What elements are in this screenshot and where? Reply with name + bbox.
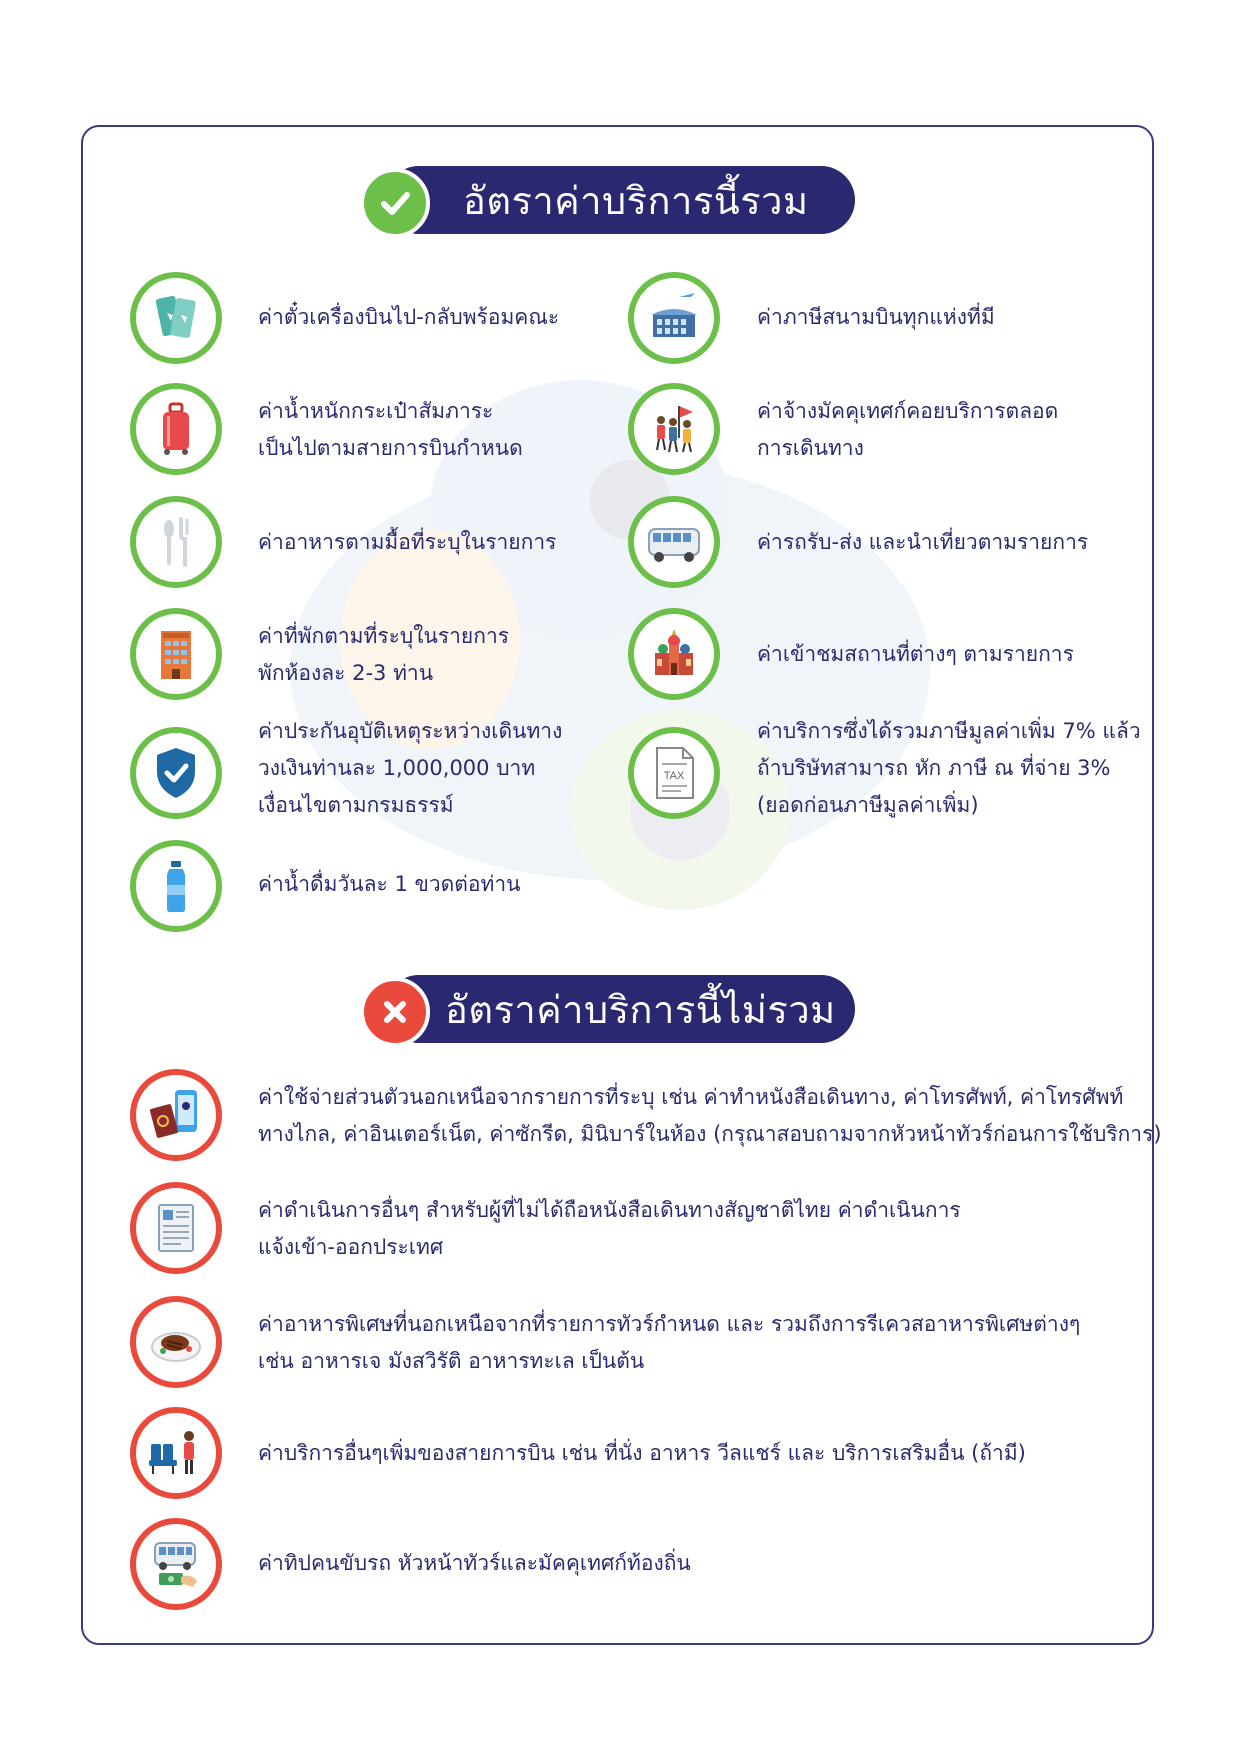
- guide-group-icon: [628, 383, 720, 475]
- included-item-hotel: ค่าที่พักตามที่ระบุในรายการ พักห้องละ 2-3 ท่าน: [258, 624, 510, 685]
- airline-seat-icon: [130, 1407, 222, 1499]
- document-form-icon: [130, 1182, 222, 1274]
- landmark-icon: [628, 608, 720, 700]
- excluded-title-banner: [385, 975, 855, 1043]
- insurance-shield-icon: [130, 727, 222, 819]
- excluded-item-airline-extras: ค่าบริการอื่นๆเพิ่มของสายการบิน เช่น ที่นั่ง อาหาร วีลแชร์ และ บริการเสริมอื่น (ถ้ามี): [258, 1441, 1026, 1465]
- excluded-item-personal: ค่าใช้จ่ายส่วนตัวนอกเหนือจากรายการที่ระบุ เช่น ค่าทำหนังสือเดินทาง, ค่าโทรศัพท์, ค่าโทรศัพท์ ทางไกล, ค่าอินเตอร์เน็ต, ค่าซักรีด, มินิบาร์ในห้อง (กรุณาสอบถามจากหัวหน้าทัวร์ก่อนการใช้บริการ): [258, 1085, 1162, 1146]
- water-bottle-icon: [130, 840, 222, 932]
- bus-icon: [628, 496, 720, 588]
- included-item-ticket: ค่าตั๋วเครื่องบินไป-กลับพร้อมคณะ: [258, 305, 560, 329]
- ticket-icon: [130, 272, 222, 364]
- passport-phone-icon: [130, 1069, 222, 1161]
- included-item-insurance: ค่าประกันอุบัติเหตุระหว่างเดินทาง วงเงินท่านละ 1,000,000 บาท เงื่อนไขตามกรมธรรม์: [258, 719, 563, 817]
- tip-bus-icon: [130, 1518, 222, 1610]
- tax-document-icon: [628, 727, 720, 819]
- excluded-item-foreign-passport: ค่าดำเนินการอื่นๆ สำหรับผู้ที่ไม่ได้ถือหนังสือเดินทางสัญชาติไทย ค่าดำเนินการ แจ้งเข้า-ออกประเทศ: [258, 1198, 961, 1259]
- excluded-item-tips: ค่าทิปคนขับรถ หัวหน้าทัวร์และมัคคุเทศก์ท้องถิ่น: [258, 1551, 691, 1575]
- included-item-water: ค่าน้ำดื่มวันละ 1 ขวดต่อท่าน: [258, 872, 521, 896]
- included-item-luggage: ค่าน้ำหนักกระเป๋าสัมภาระ เป็นไปตามสายการบินกำหนด: [258, 399, 523, 460]
- included-item-vat: ค่าบริการซึ่งได้รวมภาษีมูลค่าเพิ่ม 7% แล้ว ถ้าบริษัทสามารถ หัก ภาษี ณ ที่จ่าย 3% (ยอดก่อนภาษีมูลค่าเพิ่ม): [757, 719, 1141, 817]
- included-item-meals: ค่าอาหารตามมื้อที่ระบุในรายการ: [258, 530, 557, 554]
- cutlery-icon: [130, 496, 222, 588]
- included-item-airport-tax: ค่าภาษีสนามบินทุกแห่งที่มี: [757, 305, 995, 329]
- included-item-guide: ค่าจ้างมัคคุเทศก์คอยบริการตลอด การเดินทาง: [757, 399, 1059, 460]
- excluded-title: อัตราค่าบริการนี้ไม่รวม: [445, 987, 836, 1032]
- steak-plate-icon: [130, 1296, 222, 1388]
- check-icon: [360, 168, 430, 238]
- excluded-item-special-food: ค่าอาหารพิเศษที่นอกเหนือจากที่รายการทัวร์กำหนด และ รวมถึงการรีเควสอาหารพิเศษต่างๆ เช่น อาหารเจ มังสวิรัติ อาหารทะเล เป็นต้น: [258, 1312, 1081, 1373]
- hotel-icon: [130, 608, 222, 700]
- cross-icon: [360, 977, 430, 1047]
- included-title: อัตราค่าบริการนี้รวม: [463, 178, 809, 223]
- content-frame: [81, 125, 1154, 1645]
- included-item-admission: ค่าเข้าชมสถานที่ต่างๆ ตามรายการ: [757, 642, 1074, 666]
- included-title-banner: [385, 166, 855, 234]
- airport-icon: [628, 272, 720, 364]
- included-item-transport: ค่ารถรับ-ส่ง และนำเที่ยวตามรายการ: [757, 530, 1089, 554]
- luggage-icon: [130, 383, 222, 475]
- tax-label: TAX: [663, 770, 685, 782]
